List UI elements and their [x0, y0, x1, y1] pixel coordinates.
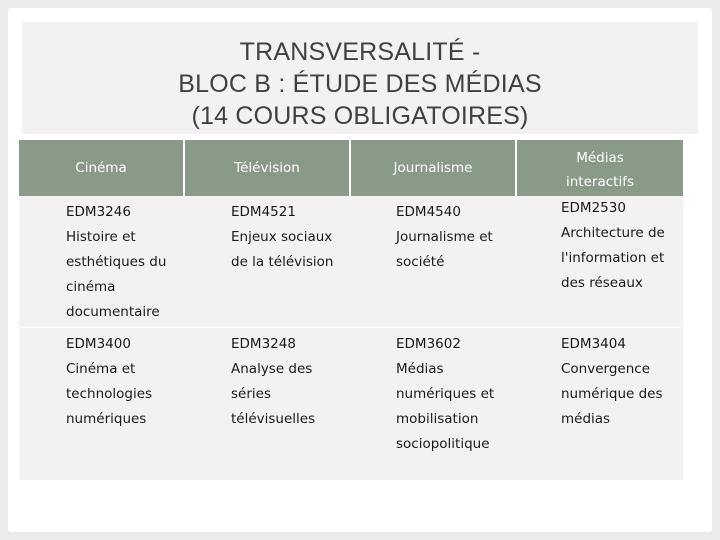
title-line-2: BLOC B : ÉTUDE DES MÉDIAS — [178, 70, 542, 98]
course-cell: EDM3248 Analyse des séries télévisuelles — [231, 336, 316, 427]
table-row — [19, 196, 683, 328]
table-header-row — [19, 140, 683, 196]
title-band — [22, 22, 698, 134]
header-medias-interactifs: Médias interactifs — [517, 140, 683, 196]
course-cell: EDM3602 Médias numériques et mobilisation sociopolitique — [396, 336, 495, 452]
course-cell: EDM3404 Convergence numérique des médias — [561, 336, 663, 427]
courses-table — [19, 140, 683, 480]
table-row — [19, 328, 683, 480]
course-cell: EDM4540 Journalisme et société — [396, 204, 493, 270]
course-cell: EDM4521 Enjeux sociaux de la télévision — [231, 204, 334, 270]
title-line-1: TRANSVERSALITÉ - — [239, 38, 481, 66]
title-line-3: (14 COURS OBLIGATOIRES) — [191, 102, 529, 130]
slide-title — [22, 36, 698, 132]
header-television: Télévision — [185, 140, 351, 196]
course-cell: EDM3400 Cinéma et technologies numériques — [66, 336, 153, 427]
course-cell: EDM2530 Architecture de l'information et des réseaux — [561, 200, 665, 291]
header-journalisme: Journalisme — [351, 140, 517, 196]
header-cinema: Cinéma — [19, 140, 185, 196]
course-cell: EDM3246 Histoire et esthétiques du cinéma documentaire — [66, 204, 167, 320]
